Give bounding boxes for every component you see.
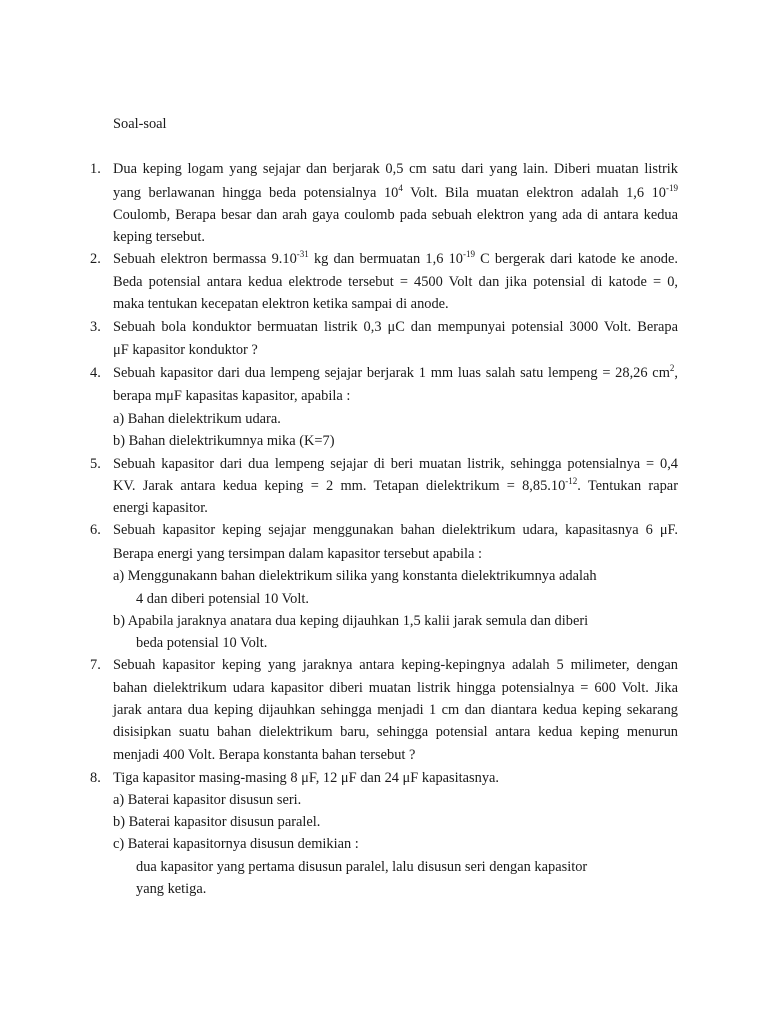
text-segment: kg dan bermuatan 1,6 10 [308, 251, 463, 267]
question-7-line-2: bahan dielektrikum udara kapasitor diberi muatan listrik hingga potensialnya = 600 Volt. Jika [113, 680, 678, 696]
question-1-line-4: keping tersebut. [113, 229, 205, 245]
question-3-line-1: Sebuah bola konduktor bermuatan listrik 0,3 μC dan mempunyai potensial 3000 Volt. Berapa [113, 319, 678, 335]
exponent: -31 [296, 249, 309, 259]
question-7-line-3: jarak antara dua keping dijauhkan sehingga menjadi 1 cm dan diantara kedua keping sekarang [113, 702, 678, 718]
question-4-line-1 [113, 363, 678, 383]
question-1-line-3: Coulomb, Berapa besar dan arah gaya coulomb pada sebuah elektron yang ada di antara kedua [113, 207, 678, 223]
question-7-line-4: disisipkan suatu bahan dielektrikum baru, sehingga potensial antara kedua keping menurun [113, 724, 678, 740]
question-6-option-a: a) Menggunakann bahan dielektrikum silika yang konstanta dielektrikumnya adalah [113, 568, 597, 584]
exponent: 4 [398, 183, 403, 193]
page-title: Soal-soal [113, 116, 167, 132]
question-8-option-a: a) Baterai kapasitor disusun seri. [113, 792, 302, 808]
question-2-line-1 [113, 249, 678, 269]
question-number: 1. [90, 161, 101, 177]
question-number: 7. [90, 657, 101, 673]
question-1-line-1: Dua keping logam yang sejajar dan berjarak 0,5 cm satu dari yang lain. Diberi muatan listrik [113, 161, 678, 177]
exponent: -19 [666, 183, 678, 193]
text-segment: , [674, 365, 678, 381]
text-segment: Sebuah elektron bermassa 9.10 [113, 251, 297, 267]
question-number: 2. [90, 251, 101, 267]
question-7-line-1: Sebuah kapasitor keping yang jaraknya antara keping-kepingnya adalah 5 milimeter, dengan [113, 657, 678, 673]
text-segment: Sebuah kapasitor dari dua lempeng sejajar berjarak 1 mm luas salah satu lempeng = 28,26 cm [113, 365, 670, 381]
question-6-option-b-cont: beda potensial 10 Volt. [136, 635, 268, 651]
question-7-line-5: menjadi 400 Volt. Berapa konstanta bahan tersebut ? [113, 747, 416, 763]
text-segment: . Tentukan rapar [577, 478, 678, 494]
question-number: 8. [90, 770, 101, 786]
text-segment: KV. Jarak antara kedua keping = 2 mm. Tetapan dielektrikum = 8,85.10 [113, 478, 566, 494]
question-2-line-3: maka tentukan kecepatan elektron ketika sampai di anode. [113, 296, 449, 312]
question-5-line-1: Sebuah kapasitor dari dua lempeng sejajar di beri muatan listrik, sehingga potensialnya = 0,4 [113, 456, 678, 472]
question-3-line-2: μF kapasitor konduktor ? [113, 342, 258, 358]
question-6-option-b: b) Apabila jaraknya anatara dua keping dijauhkan 1,5 kalii jarak semula dan diberi [113, 613, 589, 629]
question-2-line-2: Beda potensial antara kedua elektrode tersebut = 4500 Volt dan jika potensial di katode = 0, [113, 274, 678, 290]
exponent: -12 [565, 476, 578, 486]
question-8-option-c-cont2: yang ketiga. [136, 881, 207, 897]
question-6-line-2: Berapa energi yang tersimpan dalam kapasitor tersebut apabila : [113, 546, 482, 562]
question-4-option-a: a) Bahan dielektrikum udara. [113, 411, 281, 427]
question-1-line-2 [113, 183, 678, 203]
question-number: 4. [90, 365, 101, 381]
question-number: 5. [90, 456, 101, 472]
exponent: -19 [462, 249, 475, 259]
question-8-option-b: b) Baterai kapasitor disusun paralel. [113, 814, 321, 830]
text-segment: yang berlawanan hingga beda potensialnya 10 [113, 185, 399, 201]
exponent: 2 [669, 363, 675, 373]
question-number: 6. [90, 522, 101, 538]
text-segment: C bergerak dari katode ke anode. [474, 251, 678, 267]
question-6-option-a-cont: 4 dan diberi potensial 10 Volt. [136, 591, 309, 607]
question-5-line-3: energi kapasitor. [113, 500, 208, 516]
question-8-line-1: Tiga kapasitor masing-masing 8 μF, 12 μF dan 24 μF kapasitasnya. [113, 770, 500, 786]
question-number: 3. [90, 319, 101, 335]
question-5-line-2 [113, 476, 678, 496]
question-6-line-1: Sebuah kapasitor keping sejajar menggunakan bahan dielektrikum udara, kapasitasnya 6 μF. [113, 522, 678, 538]
question-8-option-c: c) Baterai kapasitornya disusun demikian : [113, 836, 359, 852]
question-8-option-c-cont: dua kapasitor yang pertama disusun paralel, lalu disusun seri dengan kapasitor [136, 859, 588, 875]
question-4-line-2: berapa mμF kapasitas kapasitor, apabila : [113, 388, 351, 404]
text-segment: Volt. Bila muatan elektron adalah 1,6 10 [402, 185, 666, 201]
question-4-option-b: b) Bahan dielektrikumnya mika (K=7) [113, 433, 335, 449]
